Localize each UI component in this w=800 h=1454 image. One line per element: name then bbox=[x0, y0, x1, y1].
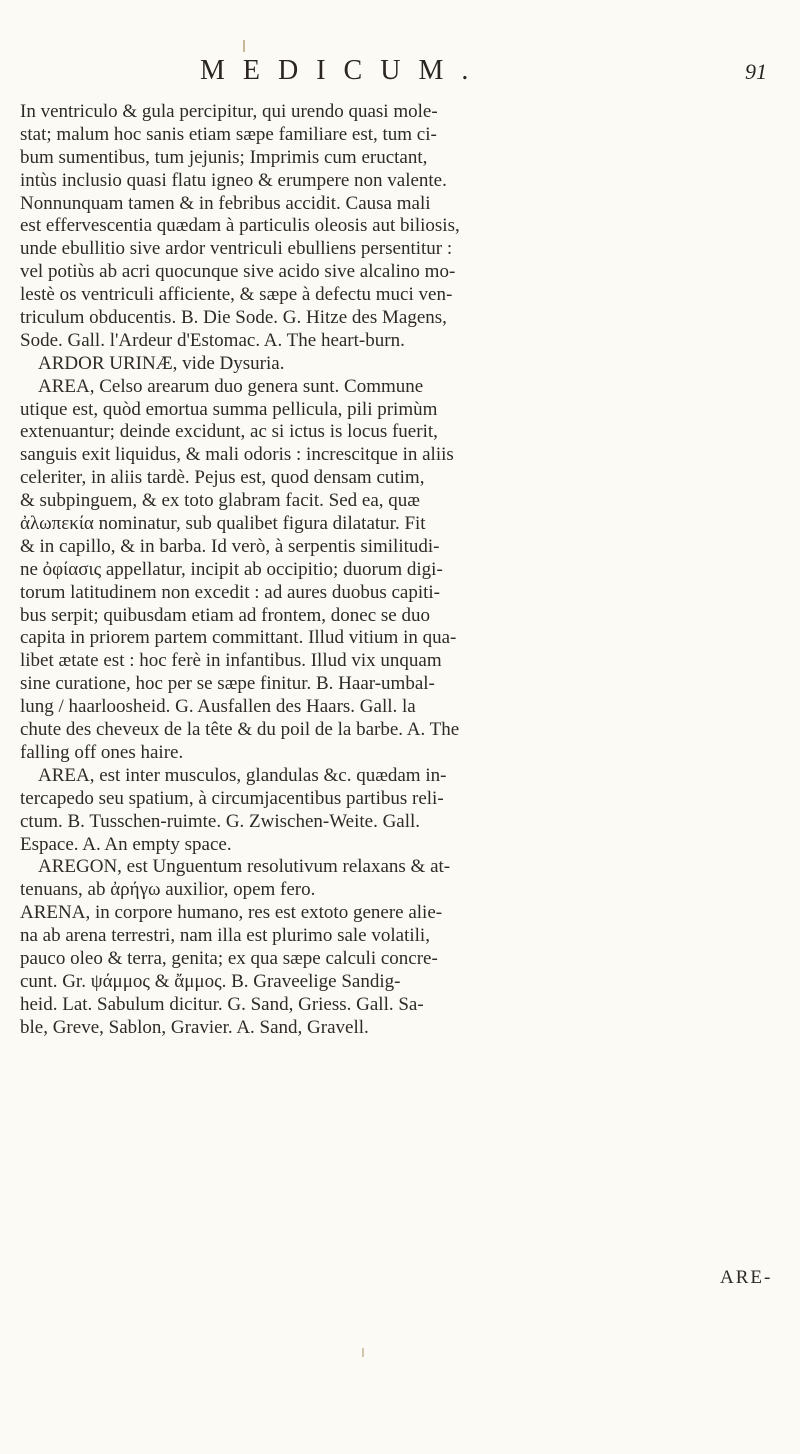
text-line: sanguis exit liquidus, & mali odoris : increscitque in aliis bbox=[20, 444, 454, 466]
text-line: cunt. Gr. ψάμμος & ἄμμος. B. Graveelige Sandig- bbox=[20, 970, 401, 992]
page-number: 91 bbox=[745, 59, 767, 84]
text-line: chute des cheveux de la tête & du poil de la barbe. A. The bbox=[20, 719, 460, 741]
text-line: stat; malum hoc sanis etiam sæpe familiare est, tum ci- bbox=[20, 123, 437, 145]
text-line: intùs inclusio quasi flatu igneo & erumpere non valente. bbox=[20, 169, 447, 191]
text-line: vel potiùs ab acri quocunque sive acido sive alcalino mo- bbox=[20, 261, 456, 283]
text-line: Sode. Gall. l'Ardeur d'Estomac. A. The heart-burn. bbox=[20, 329, 405, 351]
page-header bbox=[0, 55, 800, 95]
entry-heading-line: AREA, est inter musculos, glandulas &c. quædam in- bbox=[38, 764, 447, 786]
text-line: tenuans, ab ἀρήγω auxilior, opem fero. bbox=[20, 879, 316, 901]
text-line: bus serpit; quibusdam etiam ad frontem, donec se duo bbox=[20, 604, 430, 626]
text-line: & in capillo, & in barba. Id verò, à serpentis similitudi- bbox=[20, 535, 440, 557]
text-line: sine curatione, hoc per se sæpe finitur. B. Haar-umbal- bbox=[20, 673, 435, 695]
text-line: extenuantur; deinde excidunt, ac si ictus is locus fuerit, bbox=[20, 421, 438, 443]
text-line: Espace. A. An empty space. bbox=[20, 833, 232, 855]
text-line: ctum. B. Tusschen-ruimte. G. Zwischen-Weite. Gall. bbox=[20, 810, 421, 832]
text-line: celeriter, in aliis tardè. Pejus est, quod densam cutim, bbox=[20, 467, 425, 489]
catchword: ARE- bbox=[720, 1267, 773, 1288]
running-title: MEDICUM. bbox=[200, 55, 487, 86]
text-line: na ab arena terrestri, nam illa est plurimo sale volatili, bbox=[20, 925, 430, 947]
text-line: est effervescentia quædam à particulis oleosis aut biliosis, bbox=[20, 215, 460, 237]
paper-stain bbox=[243, 40, 245, 52]
entry-heading-line: AREA, Celso arearum duo genera sunt. Commune bbox=[38, 375, 424, 397]
text-line: lestè os ventriculi afficiente, & sæpe à defectu muci ven- bbox=[20, 284, 453, 306]
text-line: lung / haarloosheid. G. Ausfallen des Haars. Gall. la bbox=[20, 696, 416, 718]
text-line: ble, Greve, Sablon, Gravier. A. Sand, Gravell. bbox=[20, 1016, 369, 1038]
text-line: torum latitudinem non excedit : ad aures duobus capiti- bbox=[20, 581, 441, 603]
text-line: unde ebullitio sive ardor ventriculi ebulliens persentitur : bbox=[20, 238, 453, 260]
text-line: Nonnunquam tamen & in febribus accidit. Causa mali bbox=[20, 192, 431, 214]
entry-heading-line: ARENA, in corpore humano, res est extoto genere alie- bbox=[20, 902, 443, 924]
paper-stain bbox=[362, 1348, 364, 1357]
text-line: In ventriculo & gula percipitur, qui urendo quasi mole- bbox=[20, 101, 438, 122]
text-line: pauco oleo & terra, genita; ex qua sæpe calculi concre- bbox=[20, 947, 438, 969]
text-line: & subpinguem, & ex toto glabram facit. Sed ea, quæ bbox=[20, 490, 420, 512]
text-line: capita in priorem partem committant. Illud vitium in qua- bbox=[20, 627, 457, 649]
text-line: ἀλωπεκία nominatur, sub qualibet figura dilatatur. Fit bbox=[20, 513, 426, 535]
text-line: triculum obducentis. B. Die Sode. G. Hitze des Magens, bbox=[20, 307, 447, 329]
entry-heading-line: ARDOR URINÆ, vide Dysuria. bbox=[38, 352, 285, 374]
text-line: ne ὀφίασις appellatur, incipit ab occipitio; duorum digi- bbox=[20, 558, 443, 580]
entry-heading-line: AREGON, est Unguentum resolutivum relaxans & at- bbox=[38, 856, 451, 878]
text-line: tercapedo seu spatium, à circumjacentibus partibus reli- bbox=[20, 787, 444, 809]
text-line: bum sumentibus, tum jejunis; Imprimis cum eructant, bbox=[20, 146, 428, 168]
text-line: falling off ones haire. bbox=[20, 741, 184, 763]
text-line: heid. Lat. Sabulum dicitur. G. Sand, Griess. Gall. Sa- bbox=[20, 993, 424, 1015]
body-text bbox=[20, 101, 782, 1040]
text-line: libet ætate est : hoc ferè in infantibus. Illud vix unquam bbox=[20, 650, 442, 672]
text-line: utique est, quòd emortua summa pellicula, pili primùm bbox=[20, 398, 438, 420]
